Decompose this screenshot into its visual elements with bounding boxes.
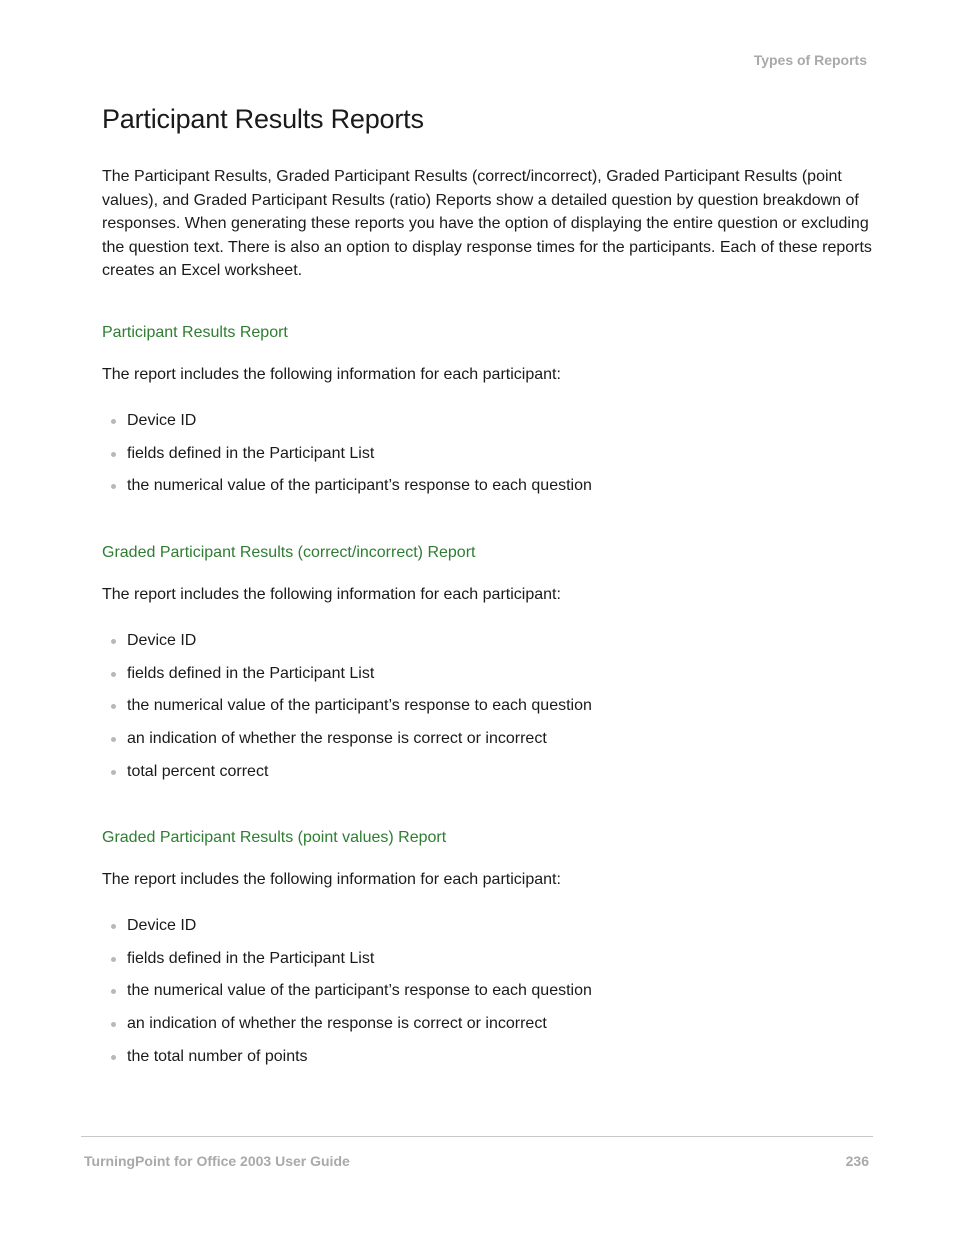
list-item: Device ID <box>102 631 872 651</box>
bullet-dot-icon <box>111 672 116 677</box>
list-item: the numerical value of the participant’s response to each question <box>102 476 872 496</box>
list-item: the numerical value of the participant’s response to each question <box>102 696 872 716</box>
bullet-dot-icon <box>111 1022 116 1027</box>
list-item: the total number of points <box>102 1047 872 1067</box>
bullet-list <box>102 411 872 496</box>
intro-paragraph: The Participant Results, Graded Participant Results (correct/incorrect), Graded Participant Results (point values), and Graded Participant Results (ratio) Reports show a detailed question by question breakdown of responses. When generating these reports you have the option of displaying the entire question or excluding the question text. There is also an option to display response times for the participants. Each of these reports creates an Excel worksheet. <box>102 168 872 279</box>
bullet-dot-icon <box>111 639 116 644</box>
section-heading: Participant Results Report <box>102 324 288 341</box>
bullet-dot-icon <box>111 419 116 424</box>
footer-divider <box>81 1136 873 1137</box>
bullet-dot-icon <box>111 704 116 709</box>
section-participant-results <box>102 324 872 509</box>
bullet-dot-icon <box>111 957 116 962</box>
section-lead: The report includes the following information for each participant: <box>102 366 561 383</box>
section-heading: Graded Participant Results (point values) Report <box>102 829 447 846</box>
list-item: the numerical value of the participant’s response to each question <box>102 981 872 1001</box>
section-lead: The report includes the following information for each participant: <box>102 586 561 603</box>
list-item: fields defined in the Participant List <box>102 444 872 464</box>
section-graded-point-values <box>102 829 872 1079</box>
footer-guide-title: TurningPoint for Office 2003 User Guide <box>84 1153 350 1169</box>
section-lead: The report includes the following information for each participant: <box>102 871 561 888</box>
list-item: Device ID <box>102 411 872 431</box>
page-number: 236 <box>845 1153 869 1169</box>
bullet-list <box>102 631 872 782</box>
bullet-list <box>102 916 872 1067</box>
list-item: Device ID <box>102 916 872 936</box>
list-item: total percent correct <box>102 762 872 782</box>
page-title: Participant Results Reports <box>102 104 424 134</box>
section-heading: Graded Participant Results (correct/incorrect) Report <box>102 544 476 561</box>
list-item: an indication of whether the response is correct or incorrect <box>102 1014 872 1034</box>
bullet-dot-icon <box>111 770 116 775</box>
bullet-dot-icon <box>111 1055 116 1060</box>
list-item: fields defined in the Participant List <box>102 664 872 684</box>
section-graded-correct-incorrect <box>102 544 872 794</box>
list-item: fields defined in the Participant List <box>102 949 872 969</box>
running-header: Types of Reports <box>753 52 867 68</box>
list-item: an indication of whether the response is correct or incorrect <box>102 729 872 749</box>
bullet-dot-icon <box>111 737 116 742</box>
bullet-dot-icon <box>111 924 116 929</box>
bullet-dot-icon <box>111 484 116 489</box>
bullet-dot-icon <box>111 989 116 994</box>
bullet-dot-icon <box>111 452 116 457</box>
